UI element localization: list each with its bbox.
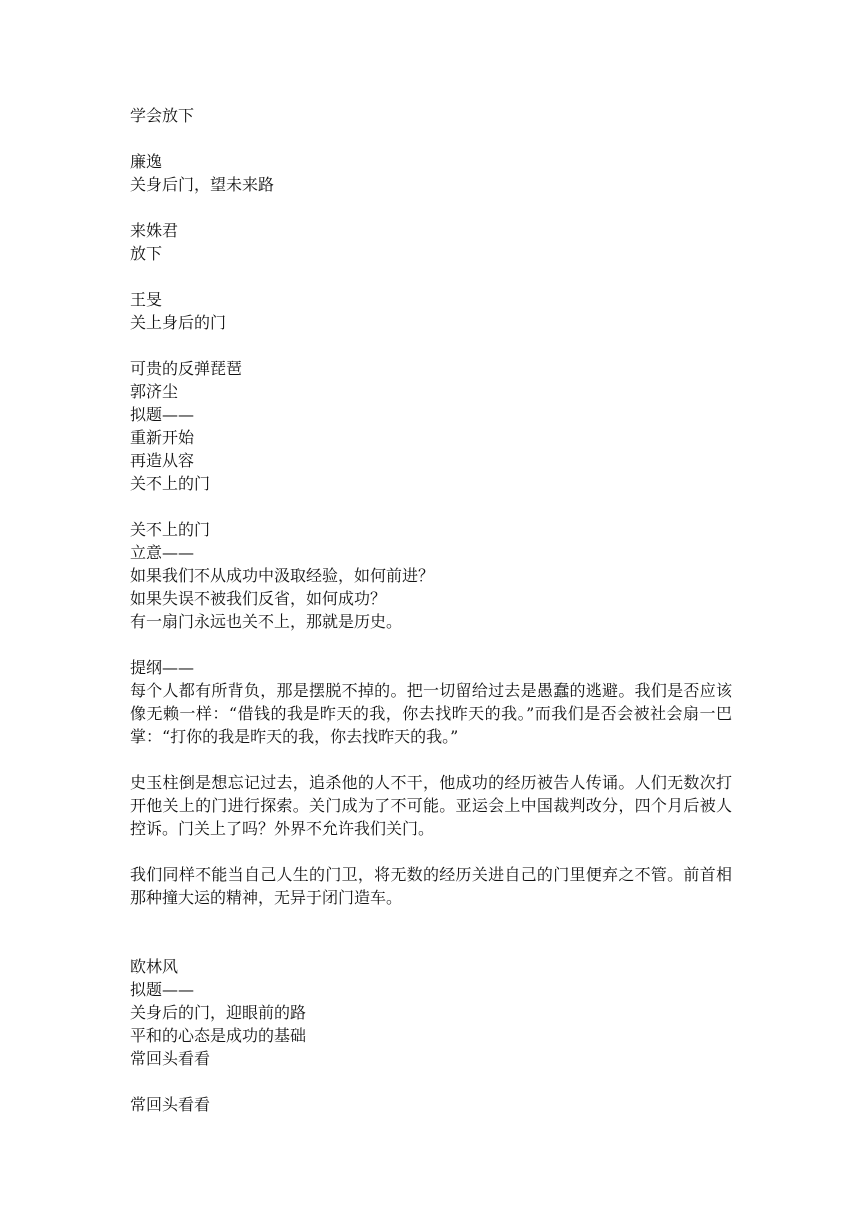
section-heading: 可贵的反弹琵琶: [130, 359, 243, 378]
section-label: 立意——: [130, 543, 195, 562]
section-line: 关身后门，望未来路: [130, 175, 275, 194]
section-line: 关不上的门: [130, 474, 211, 493]
section-line: 放下: [130, 244, 163, 263]
section-label: 提纲——: [130, 658, 195, 677]
section-heading: 常回头看看: [130, 1095, 211, 1114]
spacer: [130, 265, 732, 288]
outline-paragraph: 史玉柱倒是想忘记过去，追杀他的人不干，他成功的经历被告人传诵。人们无数次打开他关上的门进行探索。关门成为了不可能。亚运会上中国裁判改分，四个月后被人控诉。门关上了吗？外界不允许我们关门。: [130, 773, 732, 838]
spacer: [130, 909, 732, 955]
spacer: [130, 1070, 732, 1093]
spacer: [130, 633, 732, 656]
spacer: [130, 127, 732, 150]
section-author: 王旻: [130, 290, 163, 309]
document-page: [130, 104, 732, 1116]
section-line: 平和的心态是成功的基础: [130, 1026, 307, 1045]
section-line: 关上身后的门: [130, 313, 227, 332]
spacer: [130, 748, 732, 771]
section-author: 郭济尘: [130, 382, 179, 401]
section-author: 来姝君: [130, 221, 179, 240]
document-title: 学会放下: [130, 106, 195, 125]
section-line: 重新开始: [130, 428, 195, 447]
spacer: [130, 840, 732, 863]
outline-paragraph: 每个人都有所背负，那是摆脱不掉的。把一切留给过去是愚蠢的逃避。我们是否应该像无赖一样：“借钱的我是昨天的我，你去找昨天的我。”而我们是否会被社会扇一巴掌：“打你的我是昨天的我，你去找昨天的我。”: [130, 681, 732, 746]
spacer: [130, 334, 732, 357]
section-line: 再造从容: [130, 451, 195, 470]
section-heading: 关不上的门: [130, 520, 211, 539]
section-line: 关身后的门，迎眼前的路: [130, 1003, 307, 1022]
section-author: 欧林风: [130, 957, 179, 976]
section-line: 如果失误不被我们反省，如何成功？: [130, 589, 387, 608]
section-line: 常回头看看: [130, 1049, 211, 1068]
spacer: [130, 196, 732, 219]
spacer: [130, 495, 732, 518]
section-label: 拟题——: [130, 405, 195, 424]
section-label: 拟题——: [130, 980, 195, 999]
section-line: 如果我们不从成功中汲取经验，如何前进？: [130, 566, 435, 585]
outline-paragraph: 我们同样不能当自己人生的门卫，将无数的经历关进自己的门里便弃之不管。前首相那种撞大运的精神，无异于闭门造车。: [130, 865, 732, 907]
section-line: 有一扇门永远也关不上，那就是历史。: [130, 612, 403, 631]
section-author: 廉逸: [130, 152, 163, 171]
